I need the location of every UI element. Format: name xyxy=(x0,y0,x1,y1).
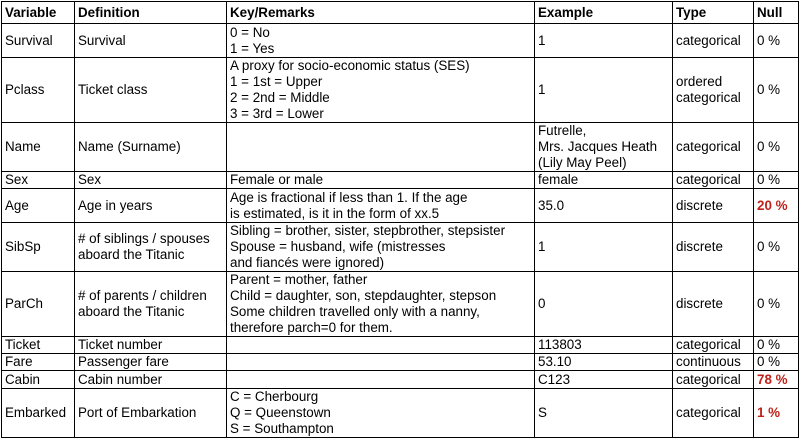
cell-example: C123 xyxy=(535,371,673,389)
cell-type: categorical xyxy=(673,24,754,58)
cell-null: 20 % xyxy=(754,189,799,223)
cell-key-remarks xyxy=(227,371,535,389)
table-row xyxy=(2,371,799,389)
table-row xyxy=(2,272,799,337)
cell-key-remarks: C = Cherbourg Q = Queenstown S = Southampton xyxy=(227,389,535,438)
cell-definition: Name (Surname) xyxy=(75,123,227,172)
cell-type: categorical xyxy=(673,172,754,189)
header-key-remarks: Key/Remarks xyxy=(227,2,535,24)
cell-null: 0 % xyxy=(754,223,799,272)
cell-key-remarks xyxy=(227,123,535,172)
cell-example: 113803 xyxy=(535,337,673,354)
cell-example: 1 xyxy=(535,58,673,123)
cell-definition: Passenger fare xyxy=(75,354,227,371)
cell-type: categorical xyxy=(673,123,754,172)
cell-null: 0 % xyxy=(754,172,799,189)
cell-variable: ParCh xyxy=(2,272,75,337)
table-row xyxy=(2,123,799,172)
header-row xyxy=(2,2,799,24)
cell-variable: SibSp xyxy=(2,223,75,272)
cell-definition: Sex xyxy=(75,172,227,189)
cell-key-remarks: 0 = No 1 = Yes xyxy=(227,24,535,58)
cell-variable: Ticket xyxy=(2,337,75,354)
header-variable: Variable xyxy=(2,2,75,24)
table-row xyxy=(2,337,799,354)
variables-table xyxy=(1,1,799,438)
cell-null: 0 % xyxy=(754,123,799,172)
cell-example: 35.0 xyxy=(535,189,673,223)
cell-null: 0 % xyxy=(754,58,799,123)
table-row xyxy=(2,389,799,438)
cell-type: categorical xyxy=(673,389,754,438)
cell-variable: Fare xyxy=(2,354,75,371)
cell-key-remarks: Female or male xyxy=(227,172,535,189)
cell-key-remarks: Age is fractional if less than 1. If the age is estimated, is it in the form of xx.5 xyxy=(227,189,535,223)
table-row xyxy=(2,354,799,371)
cell-definition: Ticket number xyxy=(75,337,227,354)
cell-key-remarks xyxy=(227,354,535,371)
cell-key-remarks: Parent = mother, father Child = daughter, son, stepdaughter, stepson Some children travelled only with a nanny, therefore parch=0 for them. xyxy=(227,272,535,337)
cell-null: 1 % xyxy=(754,389,799,438)
cell-null: 0 % xyxy=(754,337,799,354)
cell-example: 0 xyxy=(535,272,673,337)
table-row xyxy=(2,189,799,223)
cell-type: discrete xyxy=(673,223,754,272)
cell-example: S xyxy=(535,389,673,438)
cell-definition: Port of Embarkation xyxy=(75,389,227,438)
cell-example: 53.10 xyxy=(535,354,673,371)
cell-type: continuous xyxy=(673,354,754,371)
cell-definition: # of siblings / spouses aboard the Titanic xyxy=(75,223,227,272)
cell-variable: Age xyxy=(2,189,75,223)
table-body xyxy=(2,24,799,438)
cell-definition: Age in years xyxy=(75,189,227,223)
cell-variable: Survival xyxy=(2,24,75,58)
cell-variable: Embarked xyxy=(2,389,75,438)
cell-example: 1 xyxy=(535,223,673,272)
cell-definition: Ticket class xyxy=(75,58,227,123)
table-row xyxy=(2,24,799,58)
header-example: Example xyxy=(535,2,673,24)
cell-example: 1 xyxy=(535,24,673,58)
cell-type: discrete xyxy=(673,189,754,223)
cell-type: discrete xyxy=(673,272,754,337)
cell-null: 78 % xyxy=(754,371,799,389)
cell-key-remarks xyxy=(227,337,535,354)
cell-type: categorical xyxy=(673,337,754,354)
cell-definition: Cabin number xyxy=(75,371,227,389)
cell-variable: Pclass xyxy=(2,58,75,123)
cell-type: categorical xyxy=(673,371,754,389)
table-row xyxy=(2,172,799,189)
cell-example: female xyxy=(535,172,673,189)
cell-null: 0 % xyxy=(754,354,799,371)
cell-key-remarks: A proxy for socio-economic status (SES) 1 = 1st = Upper 2 = 2nd = Middle 3 = 3rd = Lower xyxy=(227,58,535,123)
cell-definition: # of parents / children aboard the Titanic xyxy=(75,272,227,337)
cell-example: Futrelle, Mrs. Jacques Heath (Lily May Peel) xyxy=(535,123,673,172)
header-definition: Definition xyxy=(75,2,227,24)
cell-variable: Cabin xyxy=(2,371,75,389)
cell-definition: Survival xyxy=(75,24,227,58)
cell-type: ordered categorical xyxy=(673,58,754,123)
cell-variable: Sex xyxy=(2,172,75,189)
cell-null: 0 % xyxy=(754,272,799,337)
table-row xyxy=(2,223,799,272)
cell-variable: Name xyxy=(2,123,75,172)
header-null: Null xyxy=(754,2,799,24)
cell-null: 0 % xyxy=(754,24,799,58)
table-row xyxy=(2,58,799,123)
cell-key-remarks: Sibling = brother, sister, stepbrother, stepsister Spouse = husband, wife (mistresses and fiancés were ignored) xyxy=(227,223,535,272)
header-type: Type xyxy=(673,2,754,24)
